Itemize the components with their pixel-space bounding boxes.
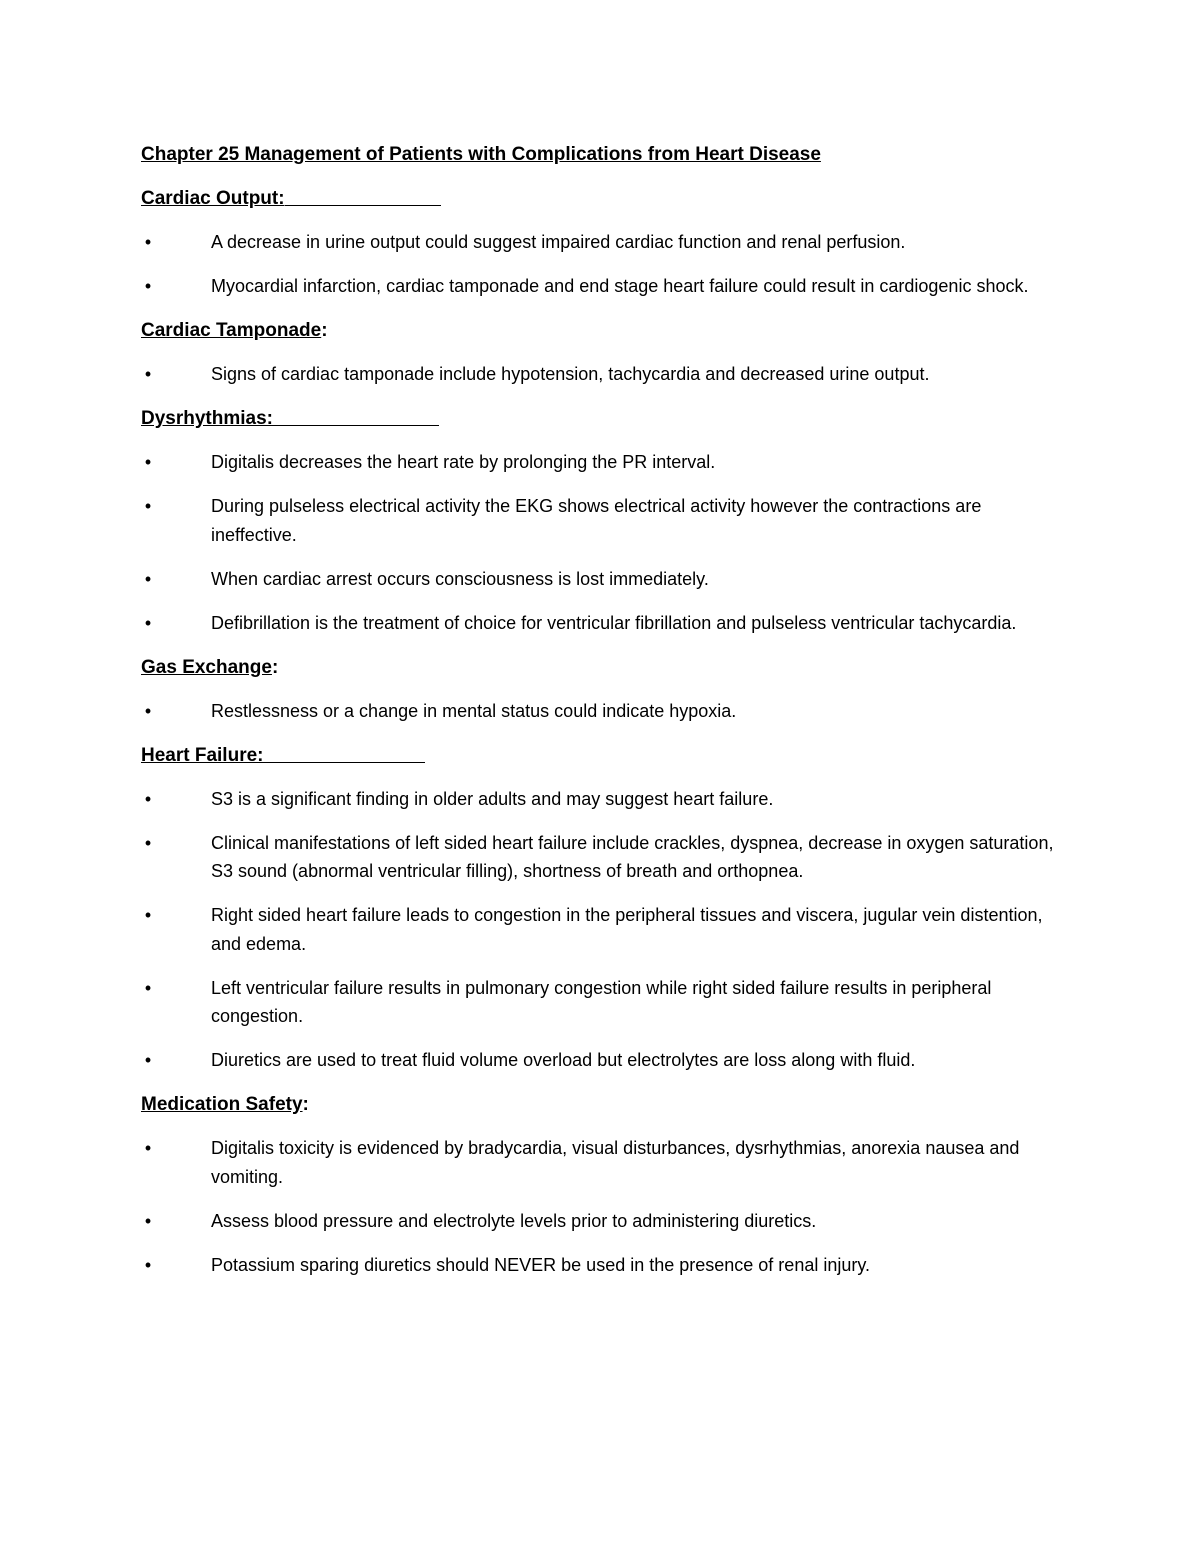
bullet-icon: •: [144, 232, 152, 252]
list-item: [141, 448, 1071, 477]
list-item-text: Diuretics are used to treat fluid volume overload but electrolytes are loss along with fluid.: [211, 1050, 916, 1070]
list-item: [141, 697, 1071, 726]
list-item: [141, 228, 1071, 257]
list-item: [141, 1134, 1071, 1191]
section-heart-failure: [141, 741, 1071, 1075]
document-page: [141, 140, 1071, 1295]
section-heading-colon: :: [302, 1094, 309, 1115]
list-item: [141, 1207, 1071, 1236]
list-item-text: Myocardial infarction, cardiac tamponade and end stage heart failure could result in cardiogenic shock.: [211, 276, 1029, 296]
heading-underline-fill: [263, 761, 425, 763]
section-heading-text: Heart Failure:: [141, 744, 264, 766]
section-medication-safety: [141, 1090, 1071, 1279]
heading-underline-fill: [285, 204, 441, 206]
list-item: [141, 829, 1071, 886]
section-cardiac-tamponade: [141, 316, 1071, 389]
list-item: [141, 360, 1071, 389]
list-item: [141, 492, 1071, 549]
list-item-text: Left ventricular failure results in pulmonary congestion while right sided failure results in peripheral congestion.: [211, 977, 992, 1026]
bullet-list: [141, 785, 1071, 1075]
section-heading: [141, 741, 1071, 771]
bullet-icon: •: [144, 1138, 152, 1158]
section-heading-text: Cardiac Output:: [141, 188, 285, 209]
bullet-icon: •: [144, 1210, 152, 1231]
bullet-icon: •: [144, 452, 152, 472]
bullet-icon: •: [144, 832, 152, 853]
section-heading-colon: :: [271, 656, 279, 678]
list-item-text: Clinical manifestations of left sided heart failure include crackles, dyspnea, decrease in oxygen saturation, S3 sound (abnormal ventricular filling), shortness of breath and orthopnea.: [211, 832, 1054, 881]
bullet-icon: •: [144, 1050, 152, 1070]
list-item: [141, 609, 1071, 638]
bullet-icon: •: [144, 364, 152, 384]
list-item-text: Signs of cardiac tamponade include hypotension, tachycardia and decreased urine output.: [211, 364, 930, 384]
heading-underline-fill: [273, 424, 439, 426]
section-heading-text: Cardiac Tamponade: [141, 320, 322, 341]
bullet-list: [141, 697, 1071, 726]
list-item: [141, 785, 1071, 814]
section-dysrhythmias: [141, 404, 1071, 637]
list-item: [141, 1251, 1071, 1280]
list-item-text: Assess blood pressure and electrolyte levels prior to administering diuretics.: [211, 1210, 817, 1231]
list-item-text: Restlessness or a change in mental status could indicate hypoxia.: [211, 700, 737, 721]
list-item-text: S3 is a significant finding in older adults and may suggest heart failure.: [211, 788, 774, 809]
list-item-text: Digitalis toxicity is evidenced by bradycardia, visual disturbances, dysrhythmias, anorexia nausea and vomiting.: [211, 1138, 1020, 1187]
bullet-icon: •: [144, 568, 152, 589]
section-heading: [141, 404, 1071, 434]
bullet-list: [141, 228, 1071, 301]
list-item: [141, 1046, 1071, 1075]
bullet-icon: •: [144, 700, 152, 721]
bullet-icon: •: [144, 977, 152, 998]
section-heading-text: Medication Safety: [141, 1094, 303, 1115]
bullet-icon: •: [144, 496, 152, 516]
list-item-text: Defibrillation is the treatment of choice for ventricular fibrillation and pulseless ventricular tachycardia.: [211, 612, 1017, 633]
section-heading: [141, 1090, 1071, 1120]
document-title: Chapter 25 Management of Patients with Complications from Heart Disease: [141, 144, 821, 165]
section-cardiac-output: [141, 184, 1071, 301]
bullet-list: [141, 1134, 1071, 1279]
bullet-icon: •: [144, 788, 152, 809]
bullet-list: [141, 448, 1071, 637]
section-heading: [141, 184, 1071, 214]
section-heading-text: Dysrhythmias:: [141, 408, 273, 429]
bullet-icon: •: [144, 612, 152, 633]
list-item: [141, 565, 1071, 594]
list-item-text: When cardiac arrest occurs consciousness is lost immediately.: [211, 568, 709, 589]
list-item-text: Digitalis decreases the heart rate by prolonging the PR interval.: [211, 452, 716, 472]
bullet-icon: •: [144, 276, 152, 296]
section-heading: [141, 653, 1071, 683]
list-item: [141, 901, 1071, 958]
list-item-text: Right sided heart failure leads to congestion in the peripheral tissues and viscera, jugular vein distention, and edema.: [211, 905, 1043, 954]
section-heading: [141, 316, 1071, 346]
list-item-text: Potassium sparing diuretics should NEVER be used in the presence of renal injury.: [211, 1254, 871, 1275]
section-heading-colon: :: [321, 320, 328, 341]
list-item: [141, 272, 1071, 301]
bullet-list: [141, 360, 1071, 389]
section-gas-exchange: [141, 653, 1071, 726]
list-item-text: During pulseless electrical activity the EKG shows electrical activity however the contractions are ineffective.: [211, 496, 982, 545]
section-heading-text: Gas Exchange: [141, 656, 272, 678]
bullet-icon: •: [144, 905, 152, 925]
bullet-icon: •: [144, 1254, 152, 1275]
list-item-text: A decrease in urine output could suggest impaired cardiac function and renal perfusion.: [211, 232, 906, 252]
list-item: [141, 974, 1071, 1031]
